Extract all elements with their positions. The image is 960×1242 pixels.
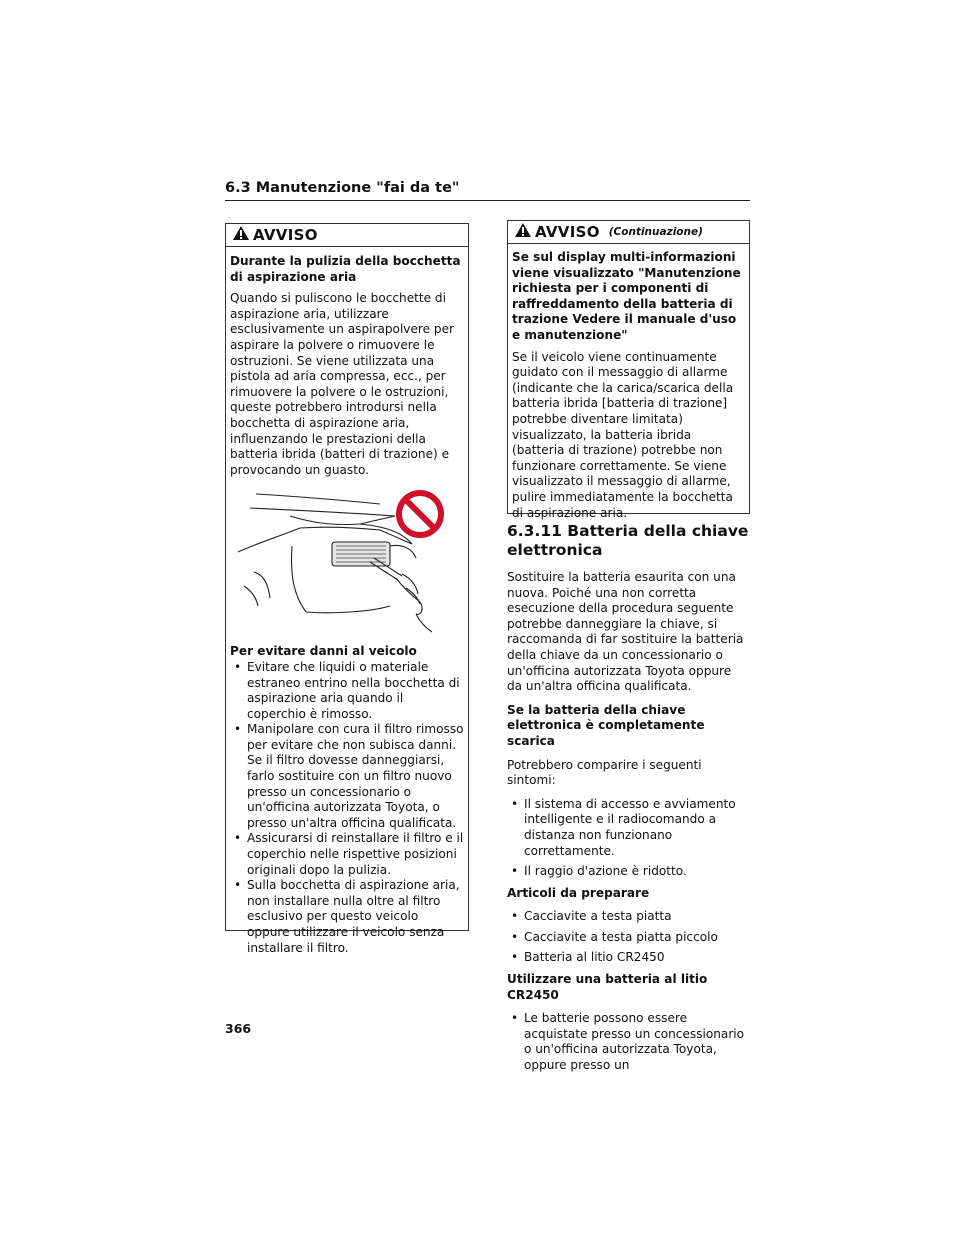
page-number: 366: [225, 1021, 252, 1036]
intro-paragraph: Sostituire la batteria esaurita con una nuova. Poiché una non corretta esecuzione della procedura seguente potrebbe danneggiare la chiave, si raccomanda di far sostituire la batteria della chiave da un concessionario o un'officina autorizzata Toyota oppure da un'altra officina qualificata.: [507, 570, 744, 694]
warning-heading: Se sul display multi-informazioni viene visualizzato "Manutenzione richiesta per i componenti di raffreddamento della batteria di trazione Vedere il manuale d'uso e manutenzione": [512, 250, 741, 342]
warning-header: [226, 224, 468, 247]
subheading: Articoli da preparare: [507, 885, 650, 900]
warning-box-left: [225, 223, 469, 955]
warning-heading: Per evitare danni al veicolo: [230, 644, 417, 659]
warning-title: AVVISO: [253, 226, 318, 244]
warning-body: [508, 244, 749, 521]
symptoms-list: [507, 797, 750, 880]
warning-paragraph: Se il veicolo viene continuamente guidato con il messaggio di allarme (indicante che la carica/scarica della batteria ibrida [batteria di trazione] potrebbe diventare limitata) visualizzato, la batteria ibrida (batteria di trazione) potrebbe non funzionare correttamente. Se viene visualizzato il messaggio di allarme, pulire immediatamente la bocchetta di aspirazione aria.: [512, 349, 734, 520]
warning-header: [508, 221, 749, 244]
warning-triangle-icon: [232, 225, 250, 245]
warning-triangle-icon: [514, 222, 532, 242]
warning-box-right: [507, 220, 750, 520]
list-item: • Evitare che liquidi o materiale estraneo entrino nella bocchetta di aspirazione aria quando il coperchio è rimosso.: [230, 660, 464, 722]
list-item: • Le batterie possono essere acquistate presso un concessionario o un'officina autorizzata Toyota, oppure presso un: [507, 1011, 750, 1073]
section-header: 6.3 Manutenzione "fai da te": [225, 179, 750, 201]
continuation-label: (Continuazione): [608, 226, 703, 238]
list-item: • Manipolare con cura il filtro rimosso per evitare che non subisca danni. Se il filtro dovesse danneggiarsi, farlo sostituire con un filtro nuovo presso un concessionario o un'officina autorizzata Toyota, o presso un'altra officina qualificata.: [230, 722, 464, 831]
warning-bullet-list: [230, 660, 464, 956]
warning-paragraph: Quando si puliscono le bocchette di aspirazione aria, utilizzare esclusivamente un aspirapolvere per aspirare la polvere o rimuovere le ostruzioni. Se viene utilizzata una pistola ad aria compressa, ecc., per rimuovere la polvere o le ostruzioni, queste potrebbero introdursi nella bocchetta di aspirazione aria, influenzando le prestazioni della batteria ibrida (batteri di trazione) e provocando un guasto.: [230, 291, 454, 477]
air-intake-cleaning-illustration: [230, 486, 464, 634]
items-list: [507, 909, 750, 966]
list-item: • Batteria al litio CR2450: [507, 950, 750, 966]
battery-notes-list: [507, 1011, 750, 1073]
list-item: • Il raggio d'azione è ridotto.: [507, 864, 750, 880]
subheading: Se la batteria della chiave elettronica è completamente scarica: [507, 702, 705, 748]
right-column: [507, 522, 750, 1079]
warning-title: AVVISO: [535, 223, 600, 241]
list-item: • Assicurarsi di reinstallare il filtro e il coperchio nelle rispettive posizioni originali dopo la pulizia.: [230, 831, 464, 878]
warning-body: [226, 247, 468, 956]
subheading: Utilizzare una batteria al litio CR2450: [507, 972, 708, 1002]
paragraph: Potrebbero comparire i seguenti sintomi:: [507, 757, 702, 788]
list-item: • Cacciavite a testa piatta piccolo: [507, 930, 750, 946]
list-item: • Sulla bocchetta di aspirazione aria, non installare nulla oltre al filtro esclusivo per questo veicolo oppure utilizzare il veicolo senza installare il filtro.: [230, 878, 464, 956]
list-item: • Cacciavite a testa piatta: [507, 909, 750, 925]
warning-heading: Durante la pulizia della bocchetta di aspirazione aria: [230, 254, 461, 284]
list-item: • Il sistema di accesso e avviamento intelligente e il radiocomando a distanza non funzionano correttamente.: [507, 797, 750, 859]
section-title: 6.3.11 Batteria della chiave elettronica: [507, 522, 749, 559]
